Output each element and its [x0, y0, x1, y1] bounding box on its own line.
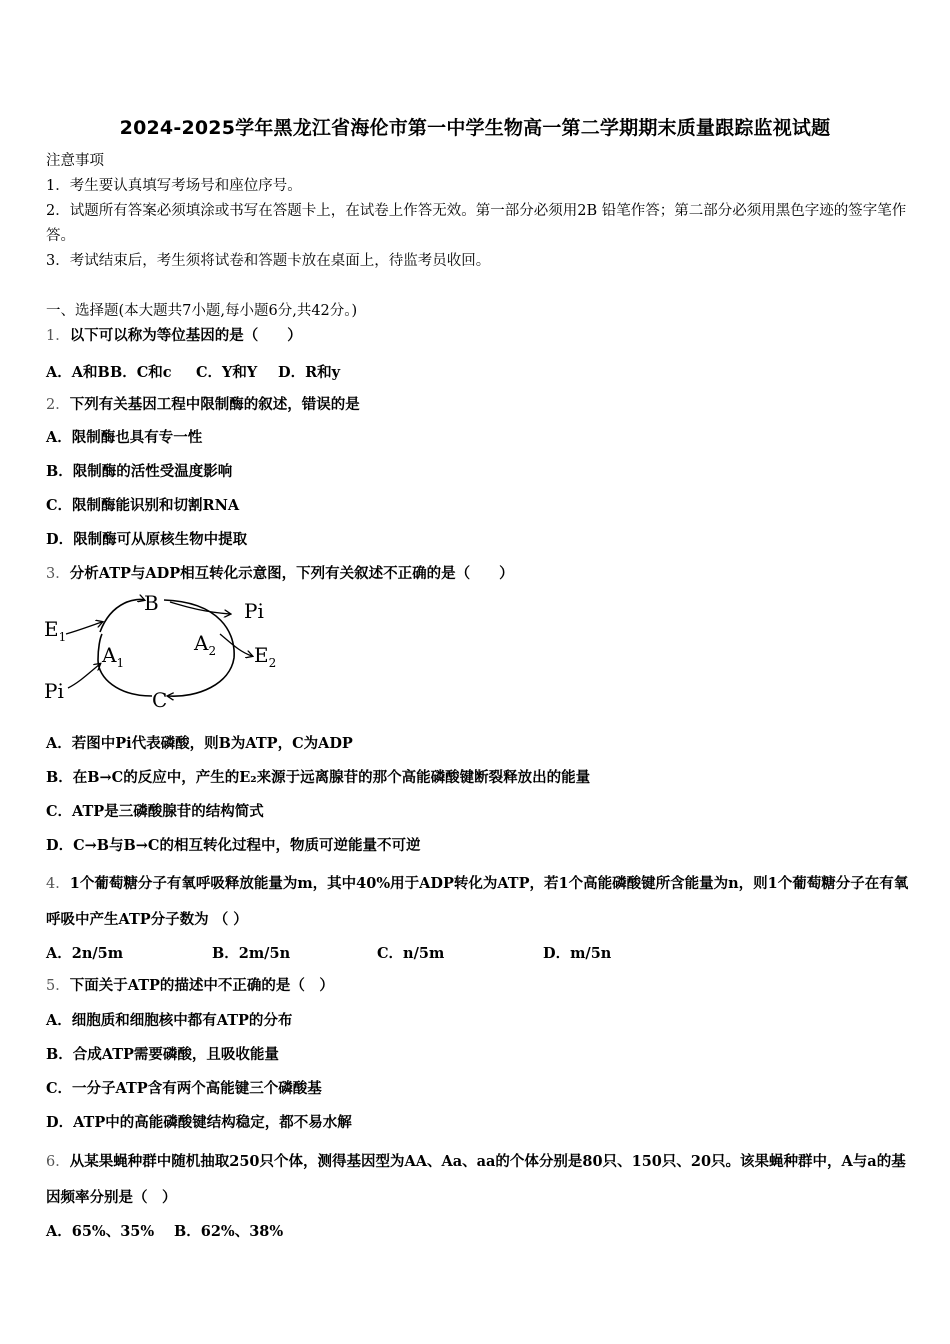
- question-number: 3．: [46, 566, 70, 582]
- question-stem: 以下可以称为等位基因的是（ ）: [69, 327, 302, 344]
- option-a[interactable]: A．2n/5m: [46, 945, 124, 962]
- option-a[interactable]: A．65%、35%: [46, 1223, 155, 1240]
- question-6: [46, 1144, 916, 1216]
- label-pi-out: Pi: [244, 599, 264, 623]
- option-b[interactable]: B．在B→C的反应中，产生的E₂来源于远离腺苷的那个高能磷酸键断裂释放出的能量: [46, 769, 591, 786]
- option-a[interactable]: A．限制酶也具有专一性: [46, 429, 203, 446]
- question-3: [46, 564, 514, 584]
- notice-item-2: 2．试题所有答案必须填涂或书写在答题卡上，在试卷上作答无效。第一部分必须用2B 铅笔作答；第二部分必须用黑色字迹的签字笔作答。: [46, 203, 907, 244]
- question-number: 2．: [46, 397, 70, 413]
- option-b[interactable]: B．合成ATP需要磷酸，且吸收能量: [46, 1046, 279, 1063]
- question-5: [46, 976, 334, 996]
- notice-item-3: 3．考试结束后，考生须将试卷和答题卡放在桌面上，待监考员收回。: [46, 253, 491, 269]
- option-b[interactable]: B．C和c: [110, 364, 172, 381]
- label-a2: $A_2$: [194, 631, 217, 658]
- notice-heading: 注意事项: [46, 153, 104, 169]
- question-stem: 1个葡萄糖分子有氧呼吸释放能量为m，其中40%用于ADP转化为ATP，若1个高能磷酸键所含能量为n，则1个葡萄糖分子在有氧呼吸中产生ATP分子数为 （ ）: [46, 875, 909, 928]
- option-d[interactable]: D．R和y: [278, 364, 341, 381]
- label-pi-in: Pi: [44, 679, 64, 703]
- option-c[interactable]: C．Y和Y: [196, 364, 258, 381]
- option-c[interactable]: C．限制酶能识别和切割RNA: [46, 497, 240, 514]
- question-2: [46, 395, 360, 415]
- question-number: 6．: [46, 1154, 70, 1170]
- option-b[interactable]: B．2m/5n: [212, 945, 291, 962]
- option-a[interactable]: A．细胞质和细胞核中都有ATP的分布: [46, 1012, 293, 1029]
- question-4: [46, 866, 916, 938]
- option-c[interactable]: C．ATP是三磷酸腺苷的结构简式: [46, 803, 264, 820]
- label-b: B: [144, 591, 159, 615]
- label-a1: $A_1$: [102, 643, 125, 670]
- arrow-pi-in: [68, 664, 100, 688]
- question-4-options: [46, 942, 611, 963]
- label-c: C: [152, 688, 168, 712]
- option-c[interactable]: C．一分子ATP含有两个高能键三个磷酸基: [46, 1080, 322, 1097]
- option-a[interactable]: A．若图中Pi代表磷酸，则B为ATP，C为ADP: [46, 735, 353, 752]
- option-d[interactable]: D．m/5n: [543, 945, 612, 962]
- arrow-e2-out: [220, 634, 252, 656]
- option-b[interactable]: B．限制酶的活性受温度影响: [46, 463, 233, 480]
- question-stem: 分析ATP与ADP相互转化示意图，下列有关叙述不正确的是（ ）: [69, 565, 514, 582]
- option-d[interactable]: D．ATP中的高能磷酸键结构稳定，都不易水解: [46, 1114, 352, 1131]
- option-a[interactable]: A．A和B: [46, 364, 110, 381]
- atp-adp-diagram: [40, 588, 290, 718]
- option-b[interactable]: B．62%、38%: [174, 1223, 284, 1240]
- question-number: 1．: [46, 328, 70, 344]
- label-e2: $E_2$: [254, 643, 277, 670]
- question-1: [46, 326, 302, 346]
- question-stem: 下列有关基因工程中限制酶的叙述，错误的是: [69, 396, 360, 413]
- question-number: 5．: [46, 978, 70, 994]
- option-d[interactable]: D．C→B与B→C的相互转化过程中，物质可逆能量不可逆: [46, 837, 421, 854]
- question-1-options: [46, 361, 340, 382]
- page-title: 2024-2025学年黑龙江省海伦市第一中学生物高一第二学期期末质量跟踪监视试题: [119, 117, 831, 139]
- question-number: 4．: [46, 876, 70, 892]
- arrow-pi-out: [170, 602, 230, 614]
- section-heading: 一、选择题(本大题共7小题,每小题6分,共42分。): [46, 303, 358, 319]
- notice-item-1: 1．考生要认真填写考场号和座位序号。: [46, 178, 302, 194]
- arrow-e1-in: [66, 622, 102, 634]
- arrow-c-to-b-upper: [100, 599, 144, 632]
- question-6-options: [46, 1220, 283, 1241]
- label-e1: $E_1$: [44, 617, 67, 644]
- question-stem: 下面关于ATP的描述中不正确的是（ ）: [69, 977, 334, 994]
- question-stem: 从某果蝇种群中随机抽取250只个体，测得基因型为AA、Aa、aa的个体分别是80只、150只、20只。该果蝇种群中，A与a的基因频率分别是（ ）: [46, 1153, 906, 1206]
- option-c[interactable]: C．n/5m: [377, 945, 445, 962]
- option-d[interactable]: D．限制酶可从原核生物中提取: [46, 531, 248, 548]
